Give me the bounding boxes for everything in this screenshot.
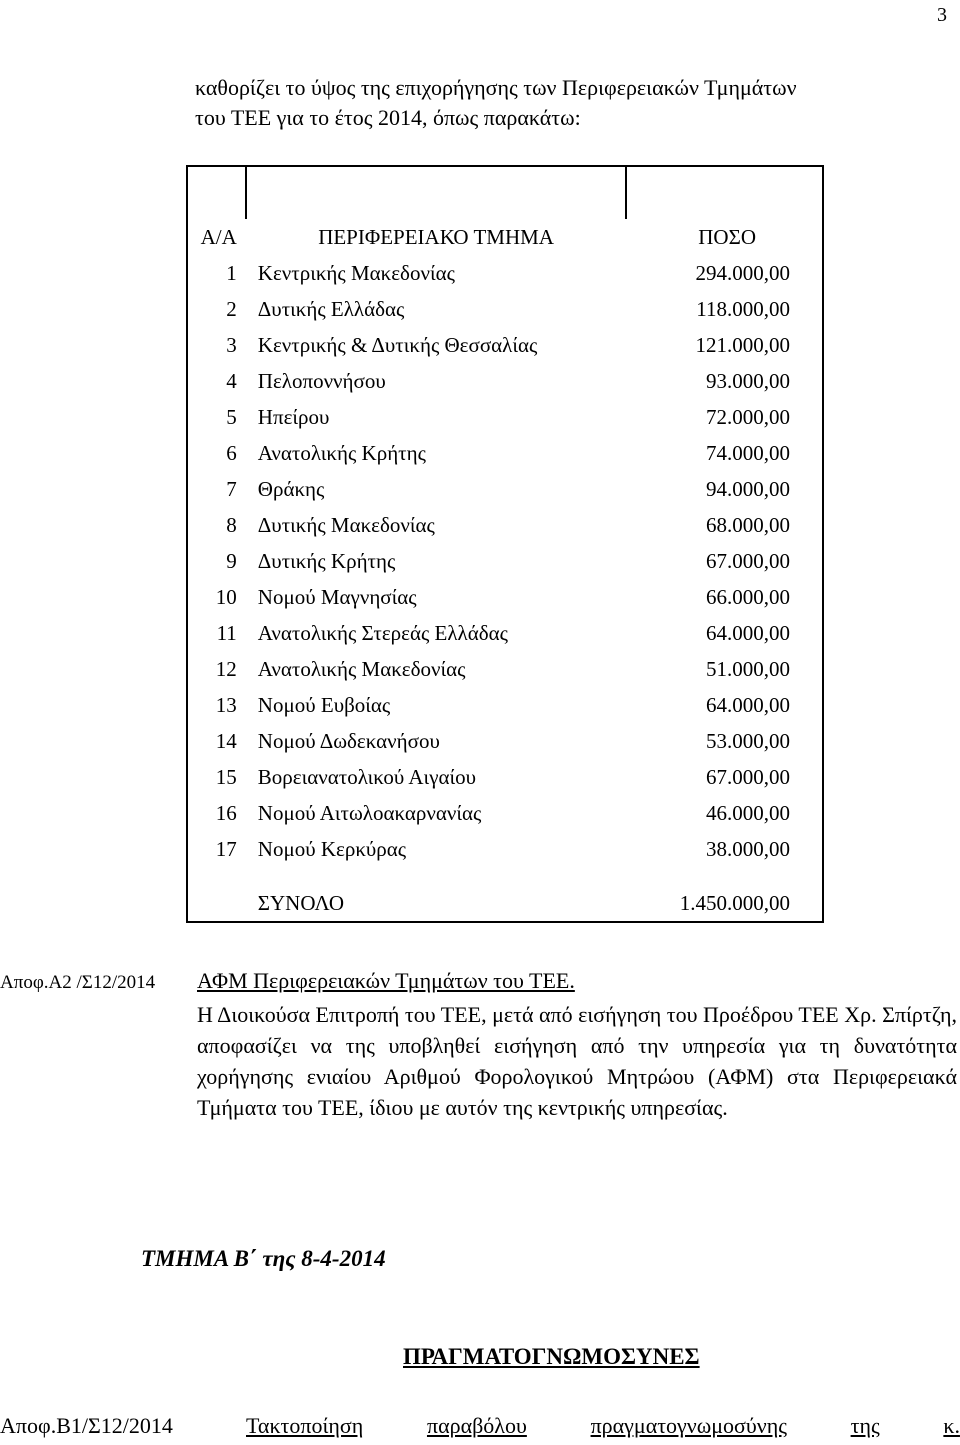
section-title: ΤΜΗΜΑ Β΄ της 8-4-2014 <box>141 1246 386 1271</box>
table-row <box>187 759 823 795</box>
row-amount: 74.000,00 <box>706 441 790 465</box>
row-amount: 94.000,00 <box>706 477 790 501</box>
row-amount: 68.000,00 <box>706 513 790 537</box>
row-number: 13 <box>215 693 237 717</box>
b1-word: Τακτοποίηση <box>246 1413 364 1438</box>
table-row <box>187 795 823 831</box>
row-number: 15 <box>215 765 237 789</box>
decision-ref: Αποφ.Α2 /Σ12/2014 <box>0 972 156 993</box>
row-region: Νομού Κερκύρας <box>257 837 407 861</box>
row-region: Νομού Ευβοίας <box>257 693 391 717</box>
b1-word: πραγματογνωμοσύνης <box>590 1413 787 1438</box>
table-row <box>187 579 823 615</box>
row-region: Βορειανατολικού Αιγαίου <box>257 765 477 789</box>
row-region: Δυτικής Κρήτης <box>257 549 396 573</box>
row-amount: 66.000,00 <box>706 585 790 609</box>
row-number: 17 <box>215 837 237 861</box>
table-row <box>187 435 823 471</box>
intro-line-2: του ΤΕΕ για το έτος 2014, όπως παρακάτω: <box>195 105 581 130</box>
row-region: Κεντρικής & Δυτικής Θεσσαλίας <box>257 333 538 357</box>
decision-b1 <box>0 1413 960 1445</box>
row-number: 8 <box>226 513 237 537</box>
total-amount: 1.450.000,00 <box>679 891 790 915</box>
table-row <box>187 831 823 867</box>
table-row <box>187 291 823 327</box>
row-amount: 64.000,00 <box>706 693 790 717</box>
row-number: 10 <box>215 585 237 609</box>
table-header-row <box>187 219 823 255</box>
table-row <box>187 327 823 363</box>
table-row <box>187 255 823 291</box>
row-amount: 67.000,00 <box>706 765 790 789</box>
table-row <box>187 723 823 759</box>
grant-table <box>186 165 824 923</box>
row-amount: 46.000,00 <box>706 801 790 825</box>
decision-body: Η Διοικούσα Επιτροπή του ΤΕΕ, μετά από εισήγηση του Προέδρου ΤΕΕ Χρ. Σπίρτζη, αποφασίζει να της υποβληθεί εισήγηση από την υπηρεσία για τη δυνατότητα χορήγησης ενιαίου Αριθμού Φορολογικού Μητρώου (ΑΦΜ) στα Περιφερειακά Τμήματα του ΤΕΕ, ίδιου με αυτόν της κεντρικής υπηρεσίας. <box>197 1002 957 1120</box>
row-number: 12 <box>215 657 237 681</box>
row-amount: 118.000,00 <box>696 297 790 321</box>
page-number: 3 <box>937 4 947 26</box>
decision-title: ΑΦΜ Περιφερειακών Τμημάτων του ΤΕΕ. <box>197 968 575 993</box>
decision-b1-title <box>246 1413 960 1439</box>
intro-paragraph <box>195 73 935 133</box>
table-row <box>187 543 823 579</box>
row-region: Νομού Μαγνησίας <box>257 585 417 609</box>
row-region: Ανατολικής Στερεάς Ελλάδας <box>257 621 508 645</box>
row-amount: 121.000,00 <box>695 333 790 357</box>
row-region: Ηπείρου <box>257 405 330 429</box>
row-region: Θράκης <box>257 477 325 501</box>
table-row <box>187 615 823 651</box>
row-amount: 51.000,00 <box>706 657 790 681</box>
row-number: 1 <box>226 261 237 285</box>
header-aa: Α/Α <box>200 225 237 249</box>
row-region: Κεντρικής Μακεδονίας <box>257 261 455 285</box>
row-region: Δυτικής Ελλάδας <box>257 297 405 321</box>
row-number: 6 <box>226 441 237 465</box>
header-region: ΠΕΡΙΦΕΡΕΙΑΚΟ ΤΜΗΜΑ <box>318 225 554 249</box>
row-amount: 67.000,00 <box>706 549 790 573</box>
row-number: 5 <box>226 405 237 429</box>
table-row <box>187 651 823 687</box>
intro-line-1: καθορίζει το ύψος της επιχορήγησης των Περιφερειακών Τμημάτων <box>195 75 797 100</box>
row-region: Ανατολικής Μακεδονίας <box>257 657 466 681</box>
table-row <box>187 363 823 399</box>
row-amount: 93.000,00 <box>706 369 790 393</box>
table-row <box>187 687 823 723</box>
b1-word: της <box>850 1413 880 1438</box>
row-region: Νομού Αιτωλοακαρνανίας <box>257 801 482 825</box>
row-region: Πελοποννήσου <box>257 369 386 393</box>
table-row <box>187 399 823 435</box>
row-region: Νομού Δωδεκανήσου <box>257 729 440 753</box>
decision-b1-ref: Αποφ.Β1/Σ12/2014 <box>0 1413 173 1438</box>
table-row <box>187 471 823 507</box>
row-amount: 294.000,00 <box>695 261 790 285</box>
table-row <box>187 507 823 543</box>
row-number: 3 <box>226 333 237 357</box>
table-total-row <box>187 867 823 922</box>
row-amount: 38.000,00 <box>706 837 790 861</box>
table-spacer-row <box>187 166 823 219</box>
b1-word: παραβόλου <box>426 1413 527 1438</box>
expertise-heading: ΠΡΑΓΜΑΤΟΓΝΩΜΟΣΥΝΕΣ <box>403 1344 700 1369</box>
row-amount: 72.000,00 <box>706 405 790 429</box>
row-number: 4 <box>226 369 237 393</box>
total-label: ΣΥΝΟΛΟ <box>257 891 345 915</box>
row-number: 16 <box>215 801 237 825</box>
header-amount: ΠΟΣΟ <box>698 225 756 249</box>
row-number: 14 <box>215 729 237 753</box>
row-number: 7 <box>226 477 237 501</box>
row-number: 9 <box>226 549 237 573</box>
b1-word: κ. <box>943 1413 960 1438</box>
row-region: Δυτικής Μακεδονίας <box>257 513 435 537</box>
row-region: Ανατολικής Κρήτης <box>257 441 426 465</box>
row-number: 2 <box>226 297 237 321</box>
row-amount: 64.000,00 <box>706 621 790 645</box>
row-amount: 53.000,00 <box>706 729 790 753</box>
row-number: 11 <box>216 621 237 645</box>
